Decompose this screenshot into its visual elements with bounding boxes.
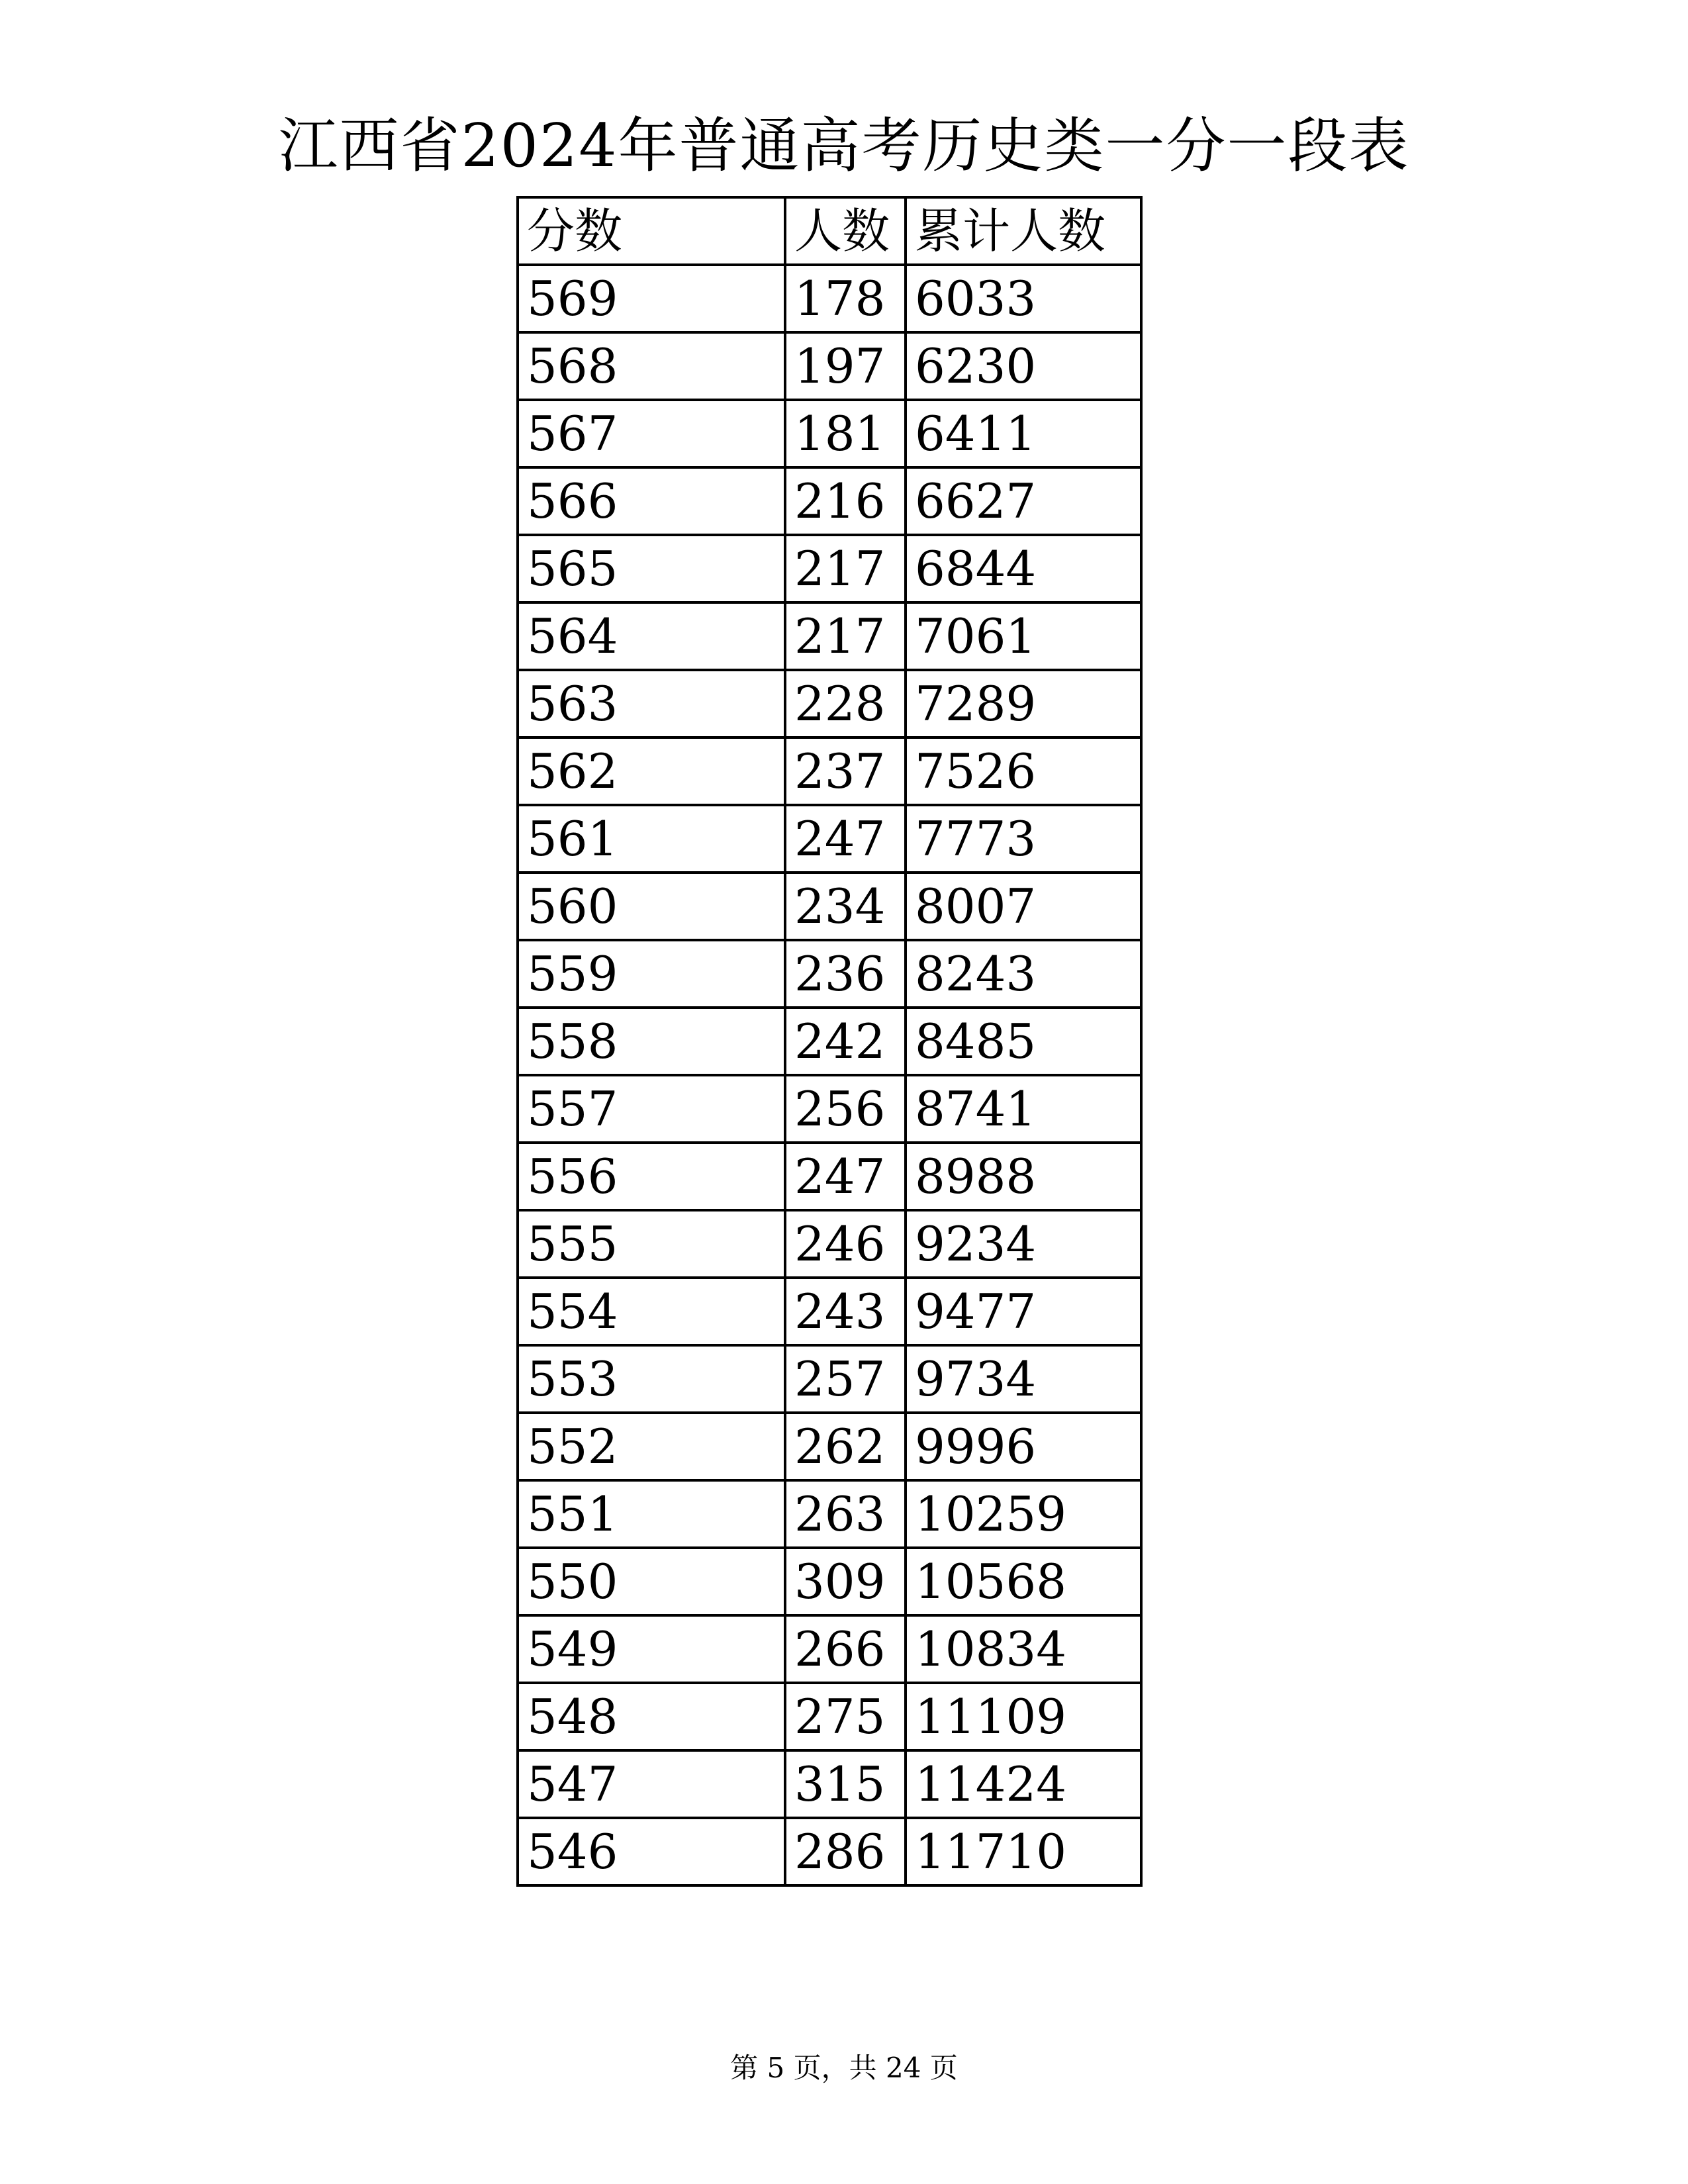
cumulative-count-cell: 7289 (906, 670, 1141, 737)
table-row (518, 1210, 1141, 1278)
cumulative-count-cell: 7526 (906, 737, 1141, 805)
score-cell: 563 (518, 670, 785, 737)
count-cell: 228 (785, 670, 906, 737)
score-cell: 548 (518, 1683, 785, 1750)
table-row (518, 873, 1141, 940)
table-row (518, 940, 1141, 1008)
table-row (518, 1480, 1141, 1548)
count-cell: 309 (785, 1548, 906, 1615)
table-row (518, 1615, 1141, 1683)
table-row (518, 1008, 1141, 1075)
cumulative-count-cell: 6411 (906, 400, 1141, 467)
count-cell: 262 (785, 1413, 906, 1480)
count-cell: 216 (785, 467, 906, 535)
score-cell: 546 (518, 1818, 785, 1885)
table-row (518, 737, 1141, 805)
score-cell: 557 (518, 1075, 785, 1143)
table-row (518, 1278, 1141, 1345)
table-row (518, 670, 1141, 737)
table-row (518, 602, 1141, 670)
table-row (518, 535, 1141, 602)
count-cell: 217 (785, 535, 906, 602)
table-row (518, 1075, 1141, 1143)
score-cell: 547 (518, 1750, 785, 1818)
count-cell: 234 (785, 873, 906, 940)
header-cumulative-count: 累计人数 (906, 197, 1141, 265)
table-row (518, 1143, 1141, 1210)
page-title: 江西省2024年普通高考历史类一分一段表 (278, 111, 1410, 181)
count-cell: 247 (785, 805, 906, 873)
count-cell: 246 (785, 1210, 906, 1278)
count-cell: 263 (785, 1480, 906, 1548)
score-cell: 568 (518, 332, 785, 400)
count-cell: 257 (785, 1345, 906, 1413)
count-cell: 243 (785, 1278, 906, 1345)
cumulative-count-cell: 6033 (906, 265, 1141, 332)
count-cell: 217 (785, 602, 906, 670)
score-cell: 551 (518, 1480, 785, 1548)
score-cell: 562 (518, 737, 785, 805)
count-cell: 178 (785, 265, 906, 332)
cumulative-count-cell: 6844 (906, 535, 1141, 602)
score-cell: 552 (518, 1413, 785, 1480)
table-row (518, 1683, 1141, 1750)
table-row (518, 1413, 1141, 1480)
cumulative-count-cell: 6627 (906, 467, 1141, 535)
cumulative-count-cell: 8485 (906, 1008, 1141, 1075)
cumulative-count-cell: 9734 (906, 1345, 1141, 1413)
count-cell: 275 (785, 1683, 906, 1750)
table-row (518, 1345, 1141, 1413)
score-cell: 561 (518, 805, 785, 873)
count-cell: 286 (785, 1818, 906, 1885)
count-cell: 315 (785, 1750, 906, 1818)
table-row (518, 400, 1141, 467)
cumulative-count-cell: 8741 (906, 1075, 1141, 1143)
table-row (518, 805, 1141, 873)
cumulative-count-cell: 9477 (906, 1278, 1141, 1345)
score-cell: 569 (518, 265, 785, 332)
cumulative-count-cell: 8243 (906, 940, 1141, 1008)
score-cell: 549 (518, 1615, 785, 1683)
cumulative-count-cell: 7061 (906, 602, 1141, 670)
cumulative-count-cell: 10568 (906, 1548, 1141, 1615)
score-cell: 560 (518, 873, 785, 940)
cumulative-count-cell: 8007 (906, 873, 1141, 940)
score-cell: 553 (518, 1345, 785, 1413)
cumulative-count-cell: 9234 (906, 1210, 1141, 1278)
score-cell: 550 (518, 1548, 785, 1615)
score-cell: 566 (518, 467, 785, 535)
score-cell: 565 (518, 535, 785, 602)
score-cell: 564 (518, 602, 785, 670)
header-count: 人数 (785, 197, 906, 265)
count-cell: 197 (785, 332, 906, 400)
cumulative-count-cell: 9996 (906, 1413, 1141, 1480)
score-cell: 556 (518, 1143, 785, 1210)
cumulative-count-cell: 11109 (906, 1683, 1141, 1750)
table-row (518, 1750, 1141, 1818)
score-cell: 555 (518, 1210, 785, 1278)
table-row (518, 332, 1141, 400)
cumulative-count-cell: 10259 (906, 1480, 1141, 1548)
cumulative-count-cell: 7773 (906, 805, 1141, 873)
cumulative-count-cell: 8988 (906, 1143, 1141, 1210)
count-cell: 237 (785, 737, 906, 805)
score-distribution-table (516, 196, 1143, 1887)
count-cell: 266 (785, 1615, 906, 1683)
score-cell: 554 (518, 1278, 785, 1345)
header-score: 分数 (518, 197, 785, 265)
table-header-row (518, 197, 1141, 265)
cumulative-count-cell: 11424 (906, 1750, 1141, 1818)
table-row (518, 1548, 1141, 1615)
count-cell: 247 (785, 1143, 906, 1210)
table-row (518, 1818, 1141, 1885)
score-cell: 558 (518, 1008, 785, 1075)
count-cell: 242 (785, 1008, 906, 1075)
table-row (518, 467, 1141, 535)
cumulative-count-cell: 6230 (906, 332, 1141, 400)
score-cell: 559 (518, 940, 785, 1008)
table-row (518, 265, 1141, 332)
count-cell: 236 (785, 940, 906, 1008)
count-cell: 181 (785, 400, 906, 467)
score-cell: 567 (518, 400, 785, 467)
cumulative-count-cell: 11710 (906, 1818, 1141, 1885)
page-number-footer: 第 5 页，共 24 页 (730, 2052, 958, 2084)
cumulative-count-cell: 10834 (906, 1615, 1141, 1683)
count-cell: 256 (785, 1075, 906, 1143)
table-body (518, 197, 1141, 1885)
